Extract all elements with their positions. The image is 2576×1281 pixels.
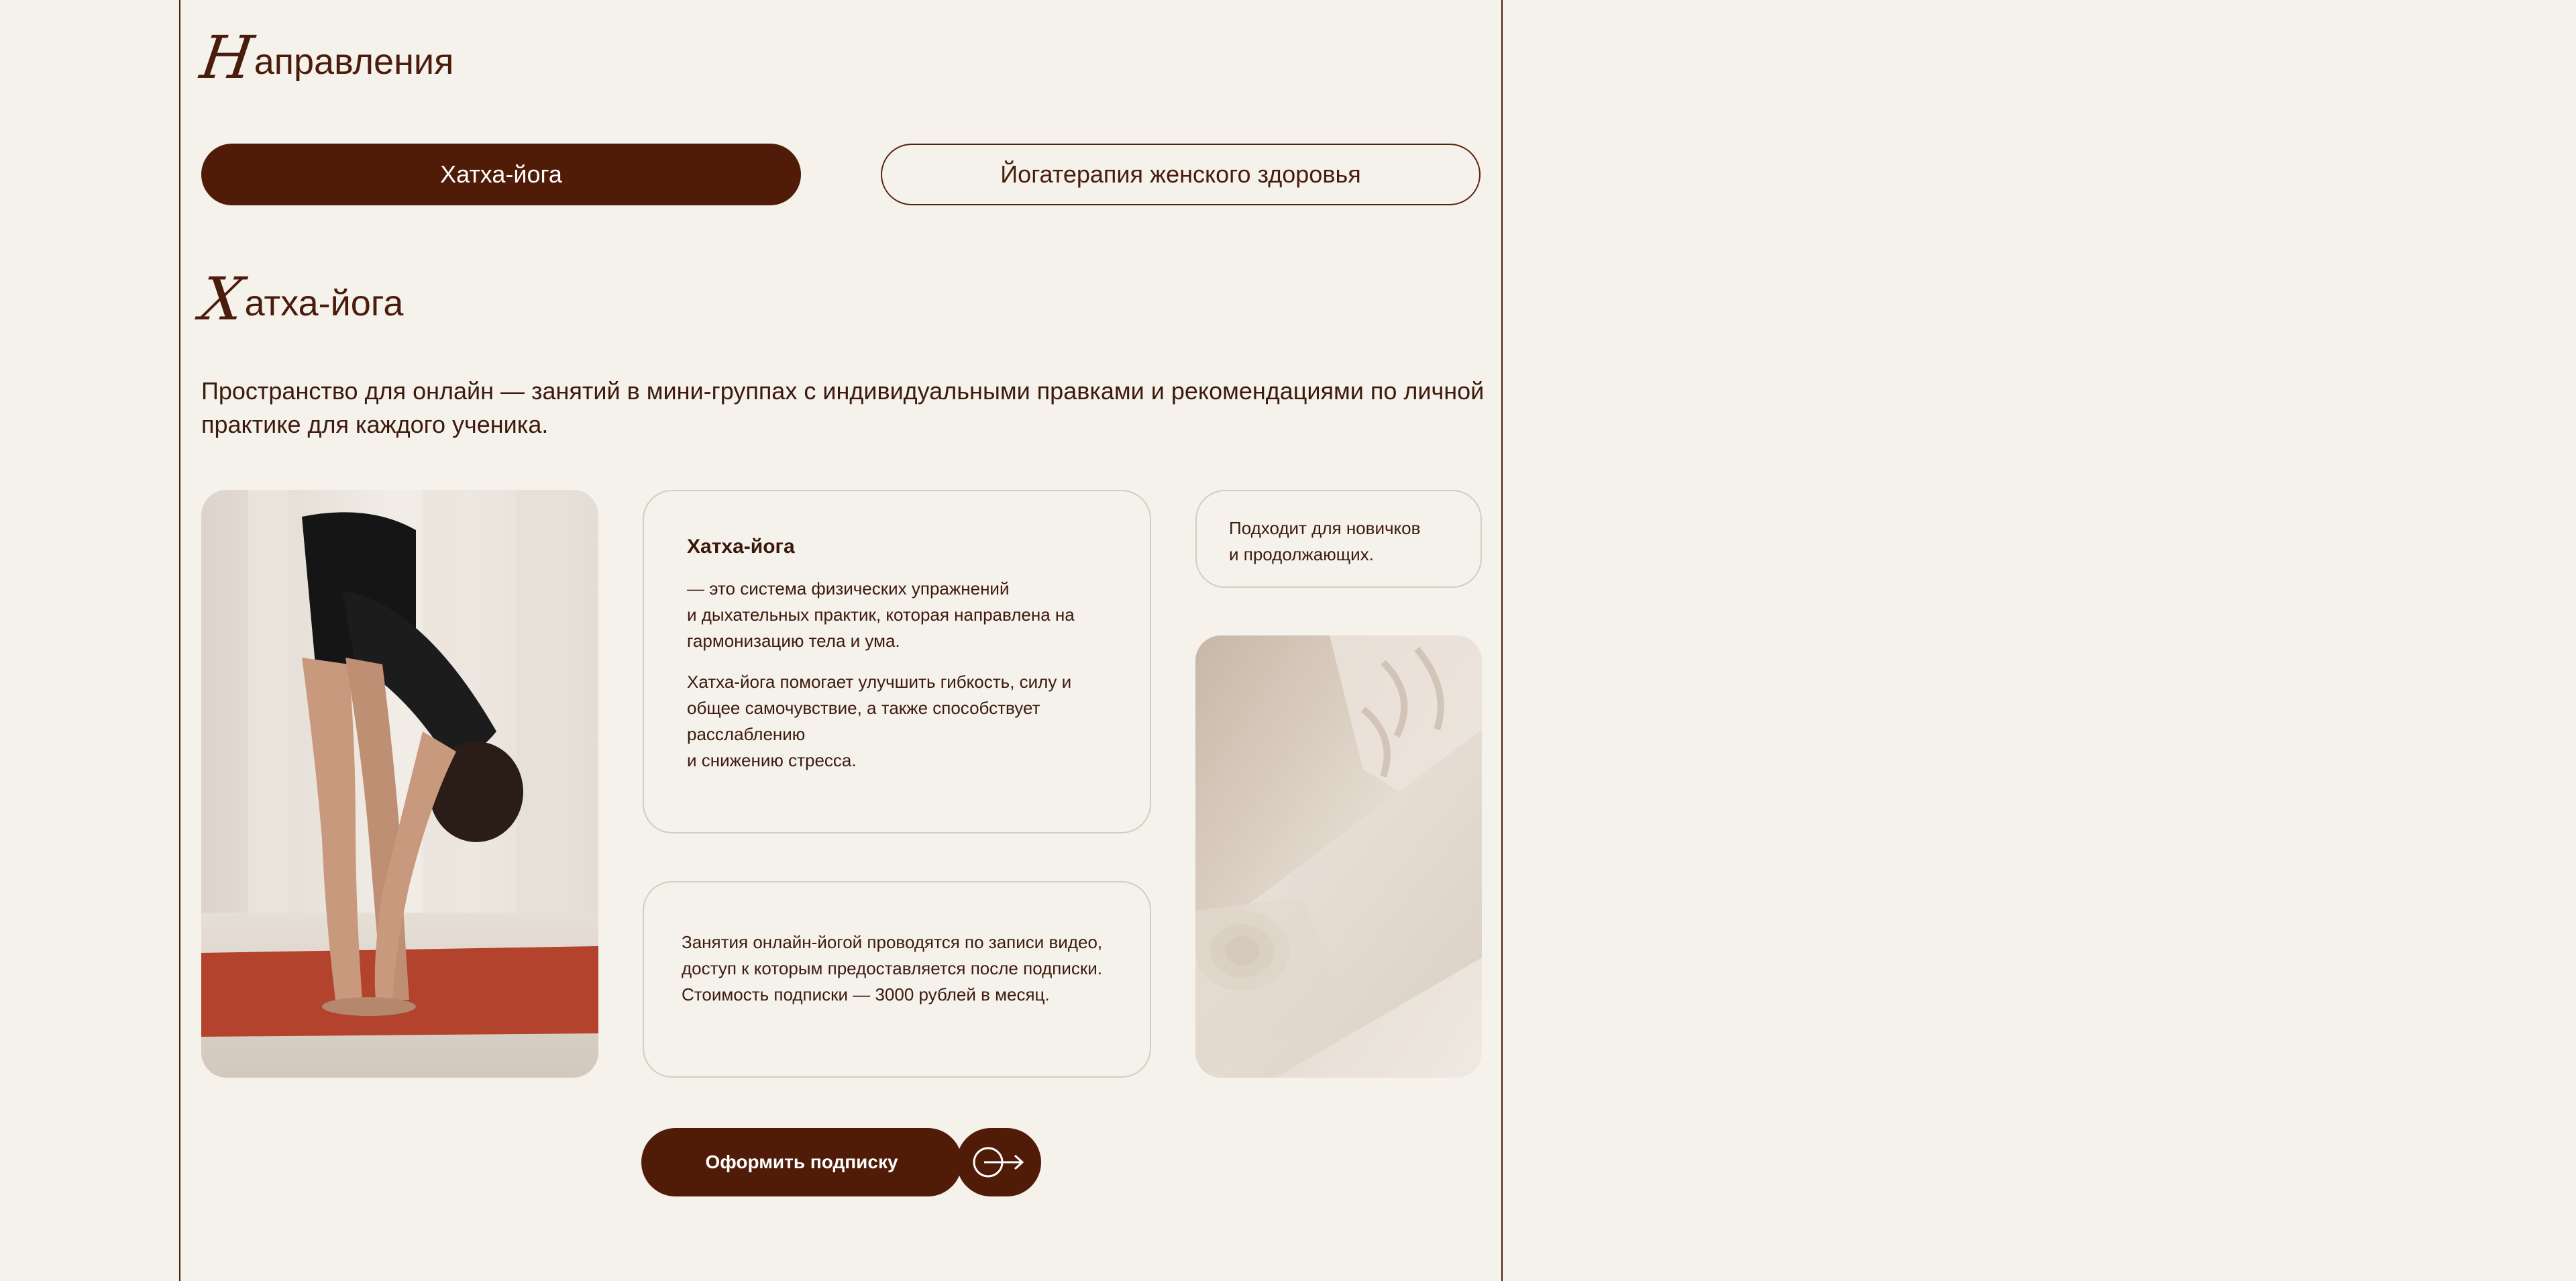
audience-card-text: Подходит для новичков и продолжающих. <box>1229 518 1421 564</box>
about-hatha-card <box>643 490 1151 833</box>
subscribe-arrow-button[interactable] <box>957 1128 1041 1196</box>
about-card-paragraph-1: — это система физических упражнений и дыхательных практик, которая направлена на гармонизацию тела и ума. <box>687 578 1075 651</box>
yoga-pose-photo <box>201 490 598 1078</box>
subscribe-button[interactable]: Оформить подписку <box>641 1128 962 1196</box>
yoga-mat-photo <box>1195 635 1482 1078</box>
about-card-paragraph-2: Хатха-йога помогает улучшить гибкость, силу и общее самочувствие, а также способствует расслаблению и снижению стресса. <box>687 672 1072 770</box>
section-title-rest: атха-йога <box>244 283 404 323</box>
tab-hatha-yoga[interactable]: Хатха-йога <box>201 144 801 205</box>
about-card-title: Хатха-йога <box>687 535 795 558</box>
section-title-initial: Х <box>196 264 248 334</box>
section-title <box>196 264 404 334</box>
page-title-initial: Н <box>196 23 258 92</box>
page-title <box>196 23 454 92</box>
tab-womens-health-yoga-therapy[interactable]: Йогатерапия женского здоровья <box>881 144 1481 205</box>
audience-card <box>1195 490 1482 588</box>
pricing-card <box>643 881 1151 1078</box>
pricing-card-text: Занятия онлайн-йогой проводятся по записи видео, доступ к которым предоставляется после подписки. Стоимость подписки — 3000 рублей в месяц. <box>682 932 1103 1005</box>
page-title-rest: аправления <box>254 42 454 82</box>
arrow-right-circle-icon <box>971 1145 1027 1180</box>
section-description: Пространство для онлайн — занятий в мини-группах с индивидуальными правками и рекомендациями по личной практике для каждого ученика. <box>201 377 1485 438</box>
